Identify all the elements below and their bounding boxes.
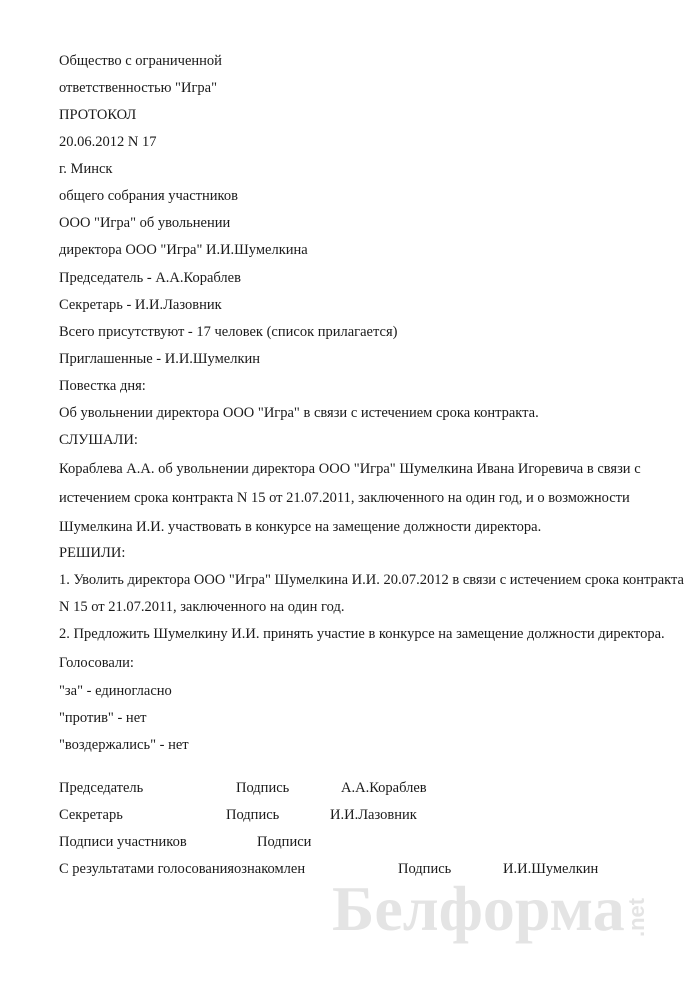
belforma-watermark: [330, 862, 670, 952]
signature-chairman-name: А.А.Кораблев: [341, 780, 427, 796]
heard-text-line1: Кораблева А.А. об увольнении директора ООО "Игра" Шумелкина Ивана Игоревича в связи с: [59, 461, 641, 477]
decided-heading: РЕШИЛИ:: [59, 545, 126, 561]
signature-secretary-name: И.И.Лазовник: [330, 807, 417, 823]
document-date-number: 20.06.2012 N 17: [59, 134, 157, 150]
signature-secretary-role: Секретарь: [59, 807, 123, 823]
subject-line1: общего собрания участников: [59, 188, 238, 204]
decision-item2: 2. Предложить Шумелкину И.И. принять участие в конкурсе на замещение должности директора.: [59, 626, 665, 642]
heard-text-line3: Шумелкина И.И. участвовать в конкурсе на замещение должности директора.: [59, 519, 542, 535]
agenda-heading: Повестка дня:: [59, 378, 146, 394]
subject-line3: директора ООО "Игра" И.И.Шумелкина: [59, 242, 308, 258]
vote-against: "против" - нет: [59, 710, 147, 726]
signature-participants-sign: Подписи: [257, 834, 312, 850]
agenda-item: Об увольнении директора ООО "Игра" в связи с истечением срока контракта.: [59, 405, 539, 421]
signature-secretary-sign: Подпись: [226, 807, 280, 823]
heard-heading: СЛУШАЛИ:: [59, 432, 138, 448]
present-count-line: Всего присутствуют - 17 человек (список прилагается): [59, 324, 398, 340]
chairman-line: Председатель - А.А.Кораблев: [59, 270, 241, 286]
signature-acquainted-name: И.И.Шумелкин: [503, 861, 599, 877]
signature-chairman-role: Председатель: [59, 780, 144, 796]
voting-heading: Голосовали:: [59, 655, 134, 671]
org-name-line1: Общество с ограниченной: [59, 53, 222, 69]
document-type: ПРОТОКОЛ: [59, 107, 137, 123]
document-place: г. Минск: [59, 161, 113, 177]
signature-participants-role: Подписи участников: [59, 834, 187, 850]
subject-line2: ООО "Игра" об увольнении: [59, 215, 231, 231]
secretary-line: Секретарь - И.И.Лазовник: [59, 297, 222, 313]
vote-for: "за" - единогласно: [59, 683, 172, 699]
vote-abstained: "воздержались" - нет: [59, 737, 189, 753]
watermark-suffix-text: .net: [624, 897, 649, 937]
signature-acquainted-sign: Подпись: [398, 861, 452, 877]
decision-item1-line1: 1. Уволить директора ООО "Игра" Шумелкина И.И. 20.07.2012 в связи с истечением срока контракта: [59, 572, 684, 588]
decision-item1-line2: N 15 от 21.07.2011, заключенного на один год.: [59, 599, 345, 615]
watermark-brand-text: Белформа: [332, 873, 625, 944]
signature-acquainted-role: С результатами голосованияознакомлен: [59, 861, 306, 877]
signature-chairman-sign: Подпись: [236, 780, 290, 796]
heard-text-line2: истечением срока контракта N 15 от 21.07.2011, заключенного на один год, и о возможности: [59, 490, 630, 506]
org-name-line2: ответственностью "Игра": [59, 80, 217, 96]
invited-line: Приглашенные - И.И.Шумелкин: [59, 351, 261, 367]
